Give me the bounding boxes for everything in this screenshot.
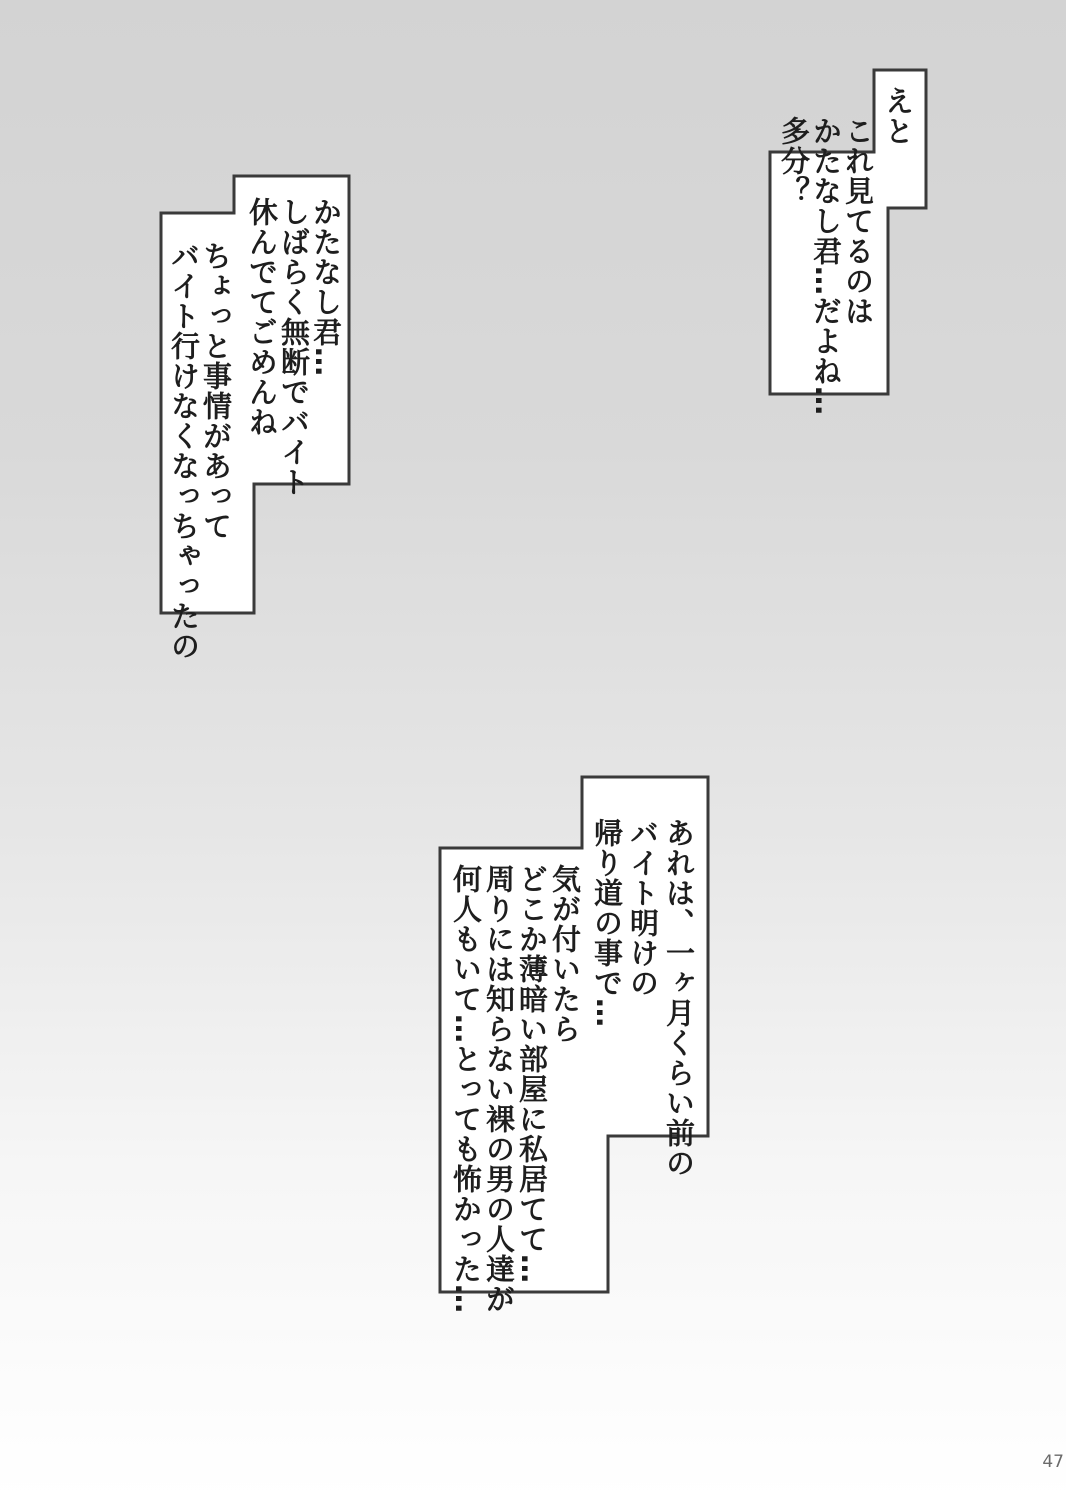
caption-line: ちょっと事情があって bbox=[199, 241, 233, 541]
page-number: 47 bbox=[1042, 1452, 1064, 1472]
caption-line: これ見てるのは bbox=[841, 116, 875, 326]
caption-box-left bbox=[158, 173, 354, 661]
caption-line: 多分？ bbox=[777, 116, 811, 206]
caption-line: バイト行けなくなっちゃったの bbox=[167, 241, 201, 661]
caption-line: かたなし君…だよね… bbox=[809, 116, 843, 416]
caption-box-top-right bbox=[766, 68, 930, 416]
caption-line: 休んでてごめんね bbox=[245, 197, 279, 437]
caption-line: あれは、一ヶ月くらい前の bbox=[662, 818, 696, 1178]
caption-line: 気が付いたら bbox=[548, 864, 582, 1044]
caption-box-bottom bbox=[437, 774, 713, 1314]
caption-line: 何人もいて…とっても怖かった… bbox=[449, 864, 483, 1314]
caption-line: しばらく無断でバイト bbox=[277, 197, 311, 497]
caption-line: えと bbox=[881, 86, 915, 146]
caption-line: 周りには知らない裸の男の人達が bbox=[482, 864, 516, 1314]
caption-line: 帰り道の事で… bbox=[590, 818, 624, 1028]
caption-line: かたなし君… bbox=[309, 197, 343, 377]
caption-line: どこか薄暗い部屋に私居てて… bbox=[515, 864, 549, 1284]
caption-line: バイト明けの bbox=[626, 818, 660, 998]
